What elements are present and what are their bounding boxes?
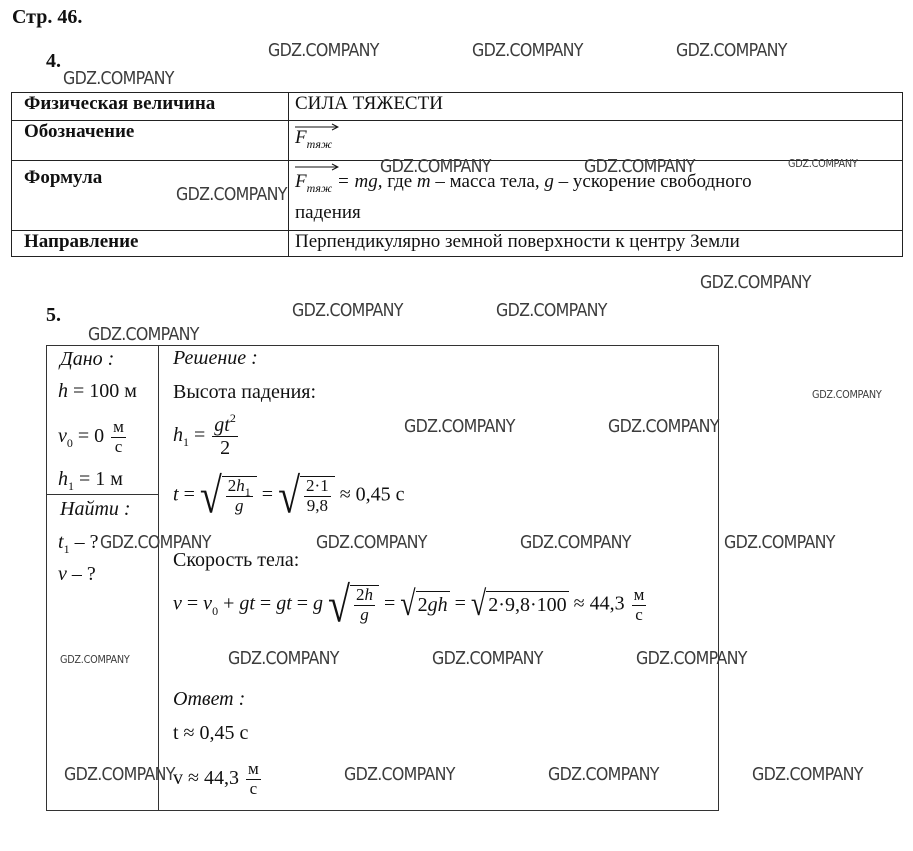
watermark: GDZ.COMPANY (228, 648, 339, 669)
row-value-formula: $F_{тяж}$ = mg, где m – масса тела, g – ускорение свободного падения (289, 161, 903, 231)
watermark: GDZ.COMPANY (788, 157, 858, 170)
table-row (12, 93, 903, 121)
watermark: GDZ.COMPANY (60, 653, 130, 666)
answer-t: t ≈ 0,45 с (173, 722, 249, 744)
watermark: GDZ.COMPANY (700, 272, 811, 293)
formula-h1: $h_1$ = $\frac{gt^2}{2}$ (173, 411, 236, 459)
watermark: GDZ.COMPANY (344, 764, 455, 785)
watermark: GDZ.COMPANY (432, 648, 543, 669)
table-row (12, 121, 903, 161)
watermark: GDZ.COMPANY (496, 300, 607, 321)
solution-title: Решение : (173, 347, 258, 369)
solution-box (46, 345, 719, 811)
given-title: Дано : (60, 348, 115, 370)
force-vector-symbol: $F_{тяж}$ (295, 167, 332, 198)
watermark: GDZ.COMPANY (548, 764, 659, 785)
watermark: GDZ.COMPANY (404, 416, 515, 437)
watermark: GDZ.COMPANY (584, 156, 695, 177)
watermark: GDZ.COMPANY (176, 184, 287, 205)
force-vector-symbol: $F_{тяж}$ (295, 127, 332, 149)
find-v: v – ? (58, 563, 96, 585)
watermark: GDZ.COMPANY (724, 532, 835, 553)
watermark: GDZ.COMPANY (88, 324, 199, 345)
formula-v: $v = v_0$ + gt = gt = g √ $\frac{2h}{g}$ = √ 2 gh = √ 2·9,8·100 ≈ 44,3 $\frac{м}{с}$ (173, 576, 645, 633)
watermark: GDZ.COMPANY (472, 40, 583, 61)
watermark: GDZ.COMPANY (608, 416, 719, 437)
row-label-quantity: Физическая величина (12, 93, 289, 121)
given-v0: $v_0 = 0$ $\frac{м}{с}$ (58, 417, 124, 456)
watermark: GDZ.COMPANY (292, 300, 403, 321)
watermark: GDZ.COMPANY (752, 764, 863, 785)
row-label-direction: Направление (12, 231, 289, 257)
watermark: GDZ.COMPANY (268, 40, 379, 61)
watermark: GDZ.COMPANY (63, 68, 174, 89)
speed-label: Скорость тела: (173, 549, 300, 571)
watermark: GDZ.COMPANY (100, 532, 211, 553)
find-title: Найти : (60, 498, 131, 520)
watermark: GDZ.COMPANY (812, 388, 882, 401)
fall-height-label: Высота падения: (173, 381, 317, 403)
row-label-notation: Обозначение (12, 121, 289, 161)
answer-v: v ≈ 44,3 $\frac{м}{с}$ (173, 759, 259, 798)
row-value-quantity: СИЛА ТЯЖЕСТИ (289, 93, 903, 121)
watermark: GDZ.COMPANY (316, 532, 427, 553)
watermark: GDZ.COMPANY (64, 764, 175, 785)
page-number: Стр. 46. (12, 6, 83, 28)
watermark: GDZ.COMPANY (676, 40, 787, 61)
answer-title: Ответ : (173, 688, 246, 710)
task-4-number: 4. (46, 50, 61, 72)
watermark: GDZ.COMPANY (380, 156, 491, 177)
given-h1: $h_1 = 1$ м (58, 468, 123, 493)
given-h: h = 100 м (58, 380, 137, 402)
formula-t: t = √ $\frac{2h_1}{g}$ = √ $\frac{2\cdot 1}{9,8}$ ≈ 0,45 с (173, 467, 405, 524)
find-t1: $t_1$ – ? (58, 531, 99, 556)
task-5-number: 5. (46, 304, 61, 326)
row-label-formula: Формула (12, 161, 289, 231)
watermark: GDZ.COMPANY (520, 532, 631, 553)
given-divider-vertical (158, 345, 159, 810)
table-row (12, 231, 903, 257)
row-value-notation (289, 121, 903, 161)
given-divider-horizontal (46, 494, 159, 495)
watermark: GDZ.COMPANY (636, 648, 747, 669)
row-value-direction: Перпендикулярно земной поверхности к центру Земли (289, 231, 903, 257)
